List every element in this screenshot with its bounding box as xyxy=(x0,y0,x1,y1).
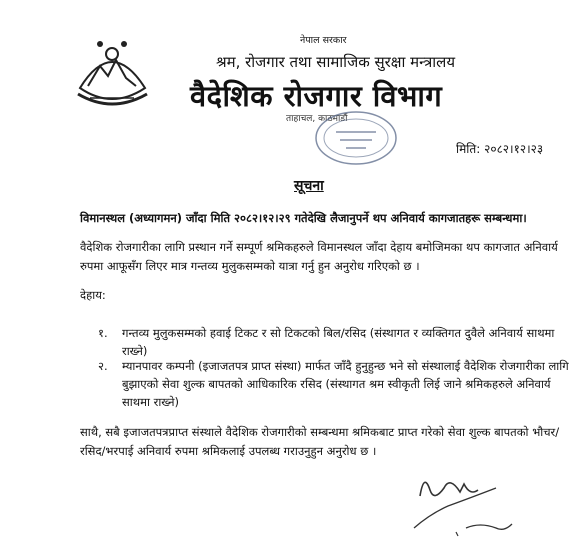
list-item-number: २. xyxy=(98,359,108,373)
list-item-text: म्यानपावर कम्पनी (इजाजतपत्र प्राप्त संस्था) मार्फत जाँदै हुनुहुन्छ भने सो संस्थालाई वैदेशिक रोजगारीका लागि बुझाएको सेवा शुल्क बापतको आधिकारिक रसिद (संस्थागत श्रम स्वीकृती लिई जाने श्रमिकहरुले अनिवार्य साथमा राख्ने) xyxy=(122,359,569,409)
list-item-number: १. xyxy=(98,326,108,340)
ministry-name: श्रम, रोजगार तथा सामाजिक सुरक्षा मन्त्रालय xyxy=(216,53,456,71)
government-label: नेपाल सरकार xyxy=(300,35,347,46)
list-item xyxy=(98,357,572,411)
department-name: वैदेशिक रोजगार विभाग xyxy=(190,79,443,113)
intro-paragraph: वैदेशिक रोजगारीका लागि प्रस्थान गर्ने सम्पूर्ण श्रमिकहरुले विमानस्थल जाँदा देहाय बमोजिमका थप कागजात अनिवार्य रुपमा आफूसँग लिएर मात्र गन्तव्य मुलुकसम्मको यात्रा गर्नु हुन अनुरोध गरिएको छ । xyxy=(80,240,558,273)
handwritten-signature xyxy=(400,466,530,546)
nepal-emblem-icon xyxy=(70,36,155,114)
notice-subject: विमानस्थल (अध्यागमन) जाँदा मिति २०८२।१२।२९ गतेदेखि लैजानुपर्ने थप अनिवार्य कागजातहरू सम्बन्धमा। xyxy=(80,211,527,225)
list-item-text: गन्तव्य मुलुकसम्मको हवाई टिकट र सो टिकटको बिल/रसिद (संस्थागत र व्यक्तिगत दुवैले अनिवार्य साथमा राख्ने) xyxy=(122,326,555,358)
list-item xyxy=(98,324,572,360)
dehay-label: देहाय: xyxy=(80,288,106,302)
office-stamp-icon xyxy=(312,108,400,168)
office-address: ताहाचल, काठमाडौं xyxy=(286,114,348,124)
notice-heading: सूचना xyxy=(294,178,324,194)
notice-date: मिति: २०८२।१२।२३ xyxy=(456,142,544,156)
closing-paragraph: साथै, सबै इजाजतपत्रप्राप्त संस्थाले वैदेशिक रोजगारीको सम्बन्धमा श्रमिकबाट प्राप्त गरेको सेवा शुल्क बापतको भौचर/रसिद/भरपाई अनिवार्य रुपमा श्रमिकलाई उपलब्ध गराउनुहुन अनुरोध छ । xyxy=(80,425,560,458)
